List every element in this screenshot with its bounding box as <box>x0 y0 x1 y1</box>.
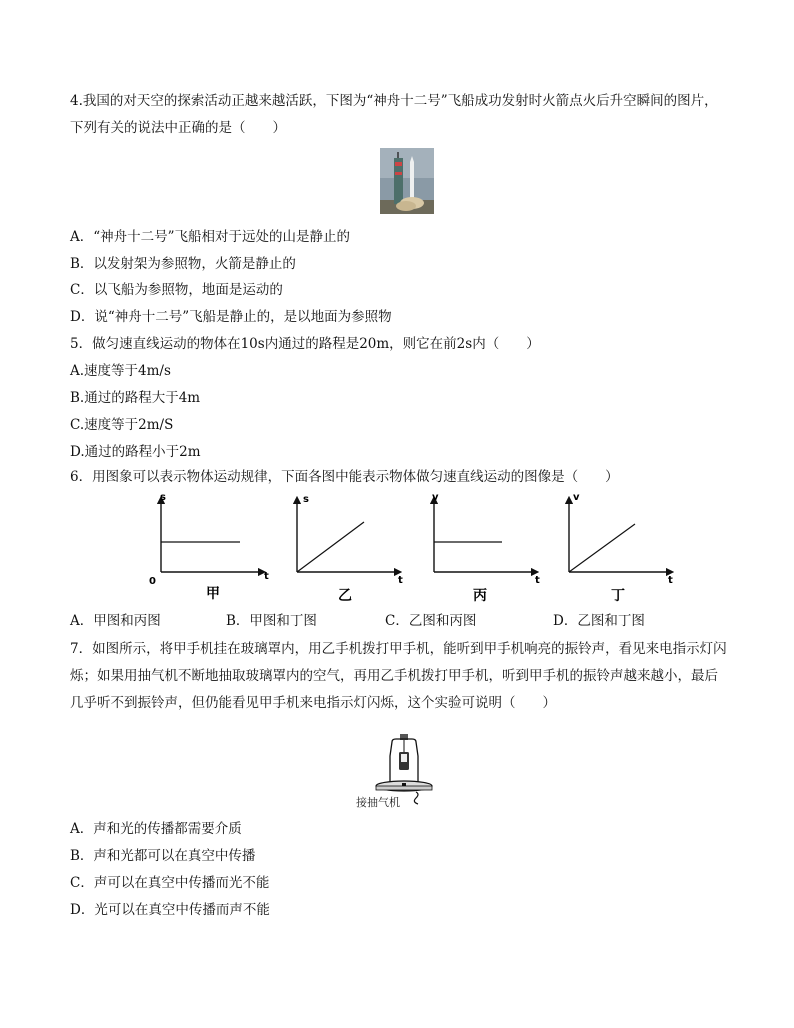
q6-option-d: D．乙图和丁图 <box>553 613 645 629</box>
graph-ding <box>569 492 673 604</box>
graph-yi-x-label: t <box>398 575 403 586</box>
motion-graphs <box>140 488 700 606</box>
graph-bing-y-label: v <box>432 492 439 503</box>
vacuum-pump-label: 接抽气机 <box>356 796 400 809</box>
graph-jia <box>149 492 269 602</box>
q6-option-b: B．甲图和丁图 <box>226 613 317 629</box>
q7-option-a: A．声和光的传播都需要介质 <box>70 821 242 837</box>
graph-yi-name: 乙 <box>338 588 352 604</box>
q6-option-c: C．乙图和丙图 <box>385 613 477 629</box>
question-7-text: 7．如图所示，将甲手机挂在玻璃罩内，用乙手机拨打甲手机，能听到甲手机响亮的振铃声，看见来电指示灯闪烁；如果用抽气机不断地抽取玻璃罩内的空气，再用乙手机拨打甲手机，听到甲手机的振铃声越来越小，最后几乎听不到振铃声，但仍能看见甲手机来电指示灯闪烁，这个实验可说明（ ） <box>70 641 727 711</box>
graph-jia-y-label: s <box>160 492 166 503</box>
q5-option-c: C.速度等于2m/S <box>70 417 174 433</box>
graph-yi <box>297 494 403 604</box>
graph-ding-name: 丁 <box>611 588 625 604</box>
graph-jia-x-label: t <box>264 571 269 582</box>
question-5-text: 5．做匀速直线运动的物体在10s内通过的路程是20m，则它在前2s内（ ） <box>70 336 540 352</box>
q5-option-a: A.速度等于4m/s <box>70 363 171 379</box>
q7-option-c: C．声可以在真空中传播而光不能 <box>70 875 270 891</box>
graph-bing <box>432 492 540 604</box>
q5-option-b: B.通过的路程大于4m <box>70 390 201 406</box>
question-6-text: 6．用图象可以表示物体运动规律，下面各图中能表示物体做匀速直线运动的图像是（ ） <box>70 469 619 485</box>
q6-option-a: A．甲图和丙图 <box>70 613 161 629</box>
graph-jia-origin: 0 <box>149 576 156 587</box>
q4-option-a: A．“神舟十二号”飞船相对于远处的山是静止的 <box>70 229 351 245</box>
q7-option-d: D．光可以在真空中传播而声不能 <box>70 902 270 918</box>
q7-option-b: B．声和光都可以在真空中传播 <box>70 848 256 864</box>
graph-jia-name: 甲 <box>206 586 220 602</box>
q4-option-d: D．说“神舟十二号”飞船是静止的，是以地面为参照物 <box>70 309 392 325</box>
q4-option-c: C．以飞船为参照物，地面是运动的 <box>70 282 283 298</box>
graph-bing-name: 丙 <box>473 588 487 604</box>
graph-ding-x-label: t <box>668 575 673 586</box>
question-4-text: 4.我国的对天空的探索活动正越来越活跃，下图为“神舟十二号”飞船成功发射时火箭点火后升空瞬间的图片，下列有关的说法中正确的是（ ） <box>70 93 718 136</box>
q4-option-b: B．以发射架为参照物，火箭是静止的 <box>70 256 296 272</box>
rocket-launch-photo <box>380 148 434 214</box>
graph-bing-x-label: t <box>535 575 540 586</box>
q5-option-d: D.通过的路程小于2m <box>70 444 201 460</box>
graph-ding-y-label: v <box>573 492 580 503</box>
graph-yi-y-label: s <box>303 494 309 505</box>
bell-jar-figure <box>354 734 454 812</box>
